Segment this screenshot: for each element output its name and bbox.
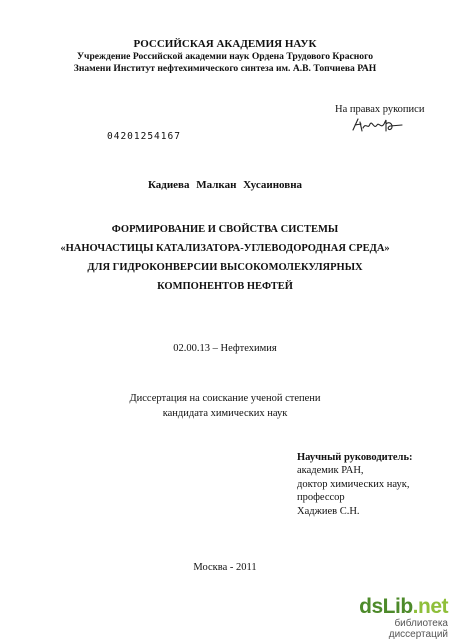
institute-line-1: Учреждение Российской академии наук Ордена Трудового Красного <box>77 51 373 62</box>
supervisor-line: профессор <box>297 492 345 504</box>
dslib-logo: dsLib.net <box>359 595 448 618</box>
author-name: Кадиева Малкан Хусаиновна <box>147 179 303 191</box>
title-line: КОМПОНЕНТОВ НЕФТЕЙ <box>157 281 293 292</box>
dissertation-title <box>0 220 450 296</box>
catalog-code: 04201254167 <box>107 131 181 142</box>
title-line: «НАНОЧАСТИЦЫ КАТАЛИЗАТОРА-УГЛЕВОДОРОДНАЯ СРЕДА» <box>60 243 390 254</box>
city-year: Москва - 2011 <box>193 562 257 573</box>
supervisor-line: академик РАН, <box>297 465 364 477</box>
supervisor-line: доктор химических наук, <box>297 478 410 490</box>
manuscript-note: На правах рукописи <box>335 104 425 115</box>
supervisor-line: Хаджиев С.Н. <box>297 505 360 517</box>
degree-line: кандидата химических наук <box>162 408 288 419</box>
title-line: ДЛЯ ГИДРОКОНВЕРСИИ ВЫСОКОМОЛЕКУЛЯРНЫХ <box>87 262 363 273</box>
title-line: ФОРМИРОВАНИЕ И СВОЙСТВА СИСТЕМЫ <box>111 224 339 235</box>
specialty-code: 02.00.13 – Нефтехимия <box>173 343 277 354</box>
academy-name: РОССИЙСКАЯ АКАДЕМИЯ НАУК <box>133 38 317 50</box>
handwritten-signature <box>350 116 410 136</box>
degree-line: Диссертация на соискание ученой степени <box>129 393 321 404</box>
dslib-subtitle: библиотека диссертаций <box>388 618 448 640</box>
degree-statement <box>0 391 450 421</box>
institute-line-2: Знамени Институт нефтехимического синтеза им. А.В. Топчиева РАН <box>73 63 377 74</box>
dslib-watermark[interactable] <box>340 596 448 640</box>
supervisor-block <box>297 451 413 518</box>
supervisor-heading: Научный руководитель: <box>297 452 413 463</box>
